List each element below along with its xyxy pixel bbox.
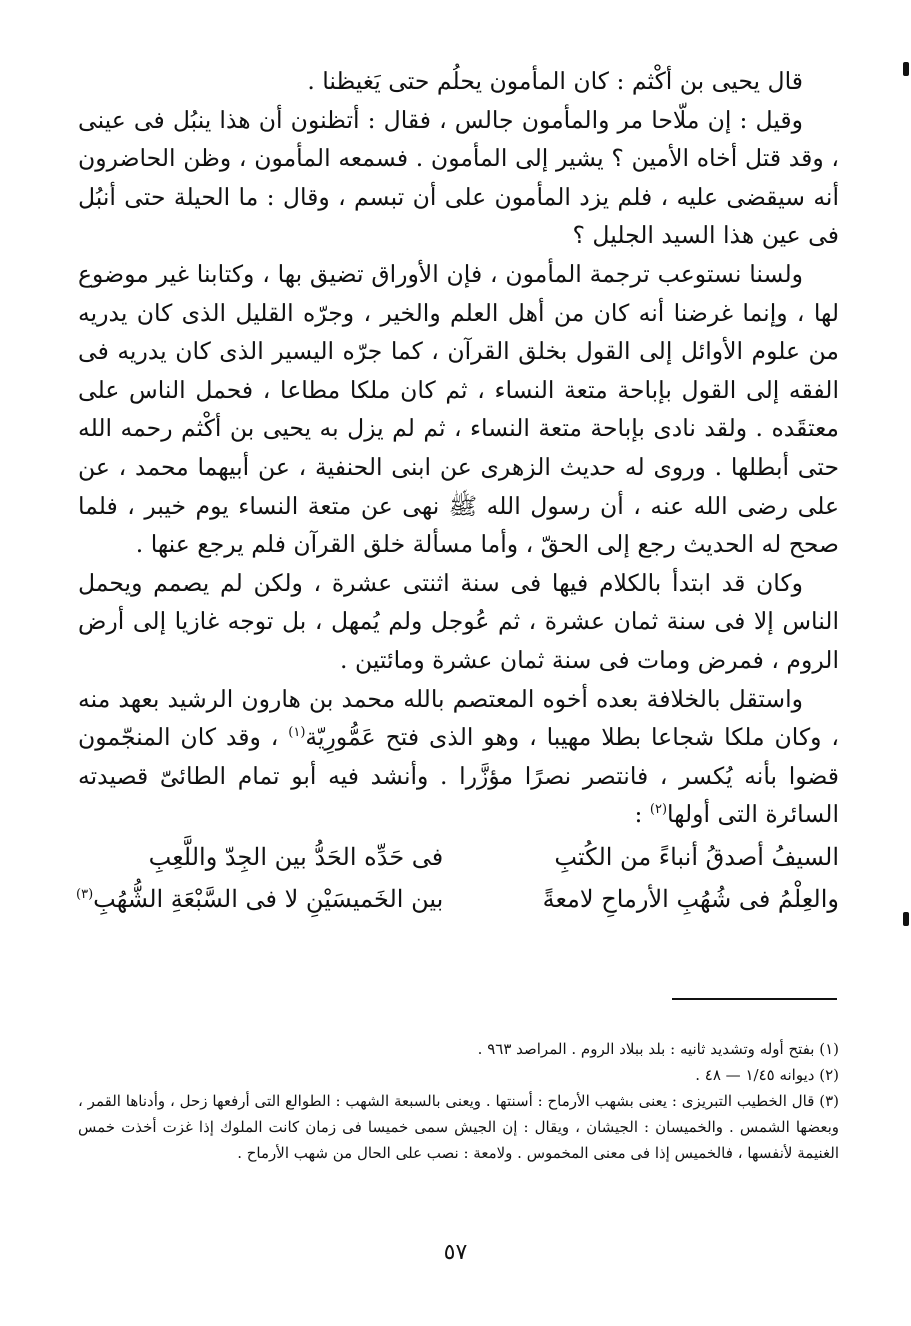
poem-line-1 <box>78 838 839 876</box>
poem-line-2-second-text: بين الخَميسَيْنِ لا فى السَّبْعَةِ الشُّهُبِ <box>93 884 444 913</box>
paragraph-5-text-a: واستقل بالخلافة بعده أخوه المعتصم بالله محمد بن هارون الرشيد بعهد منه ، وكان ملكا شجاعا بطلا مهيبا ، وهو الذى فتح عَمُّورِيّة <box>78 684 839 752</box>
poem-line-1-first-hemistich: السيفُ أصدقُ أنباءً من الكُتبِ <box>554 842 839 871</box>
margin-mark <box>903 912 909 926</box>
poem-line-1-second-hemistich: فى حَدِّه الحَدُّ بين الجِدّ واللَّعِبِ <box>148 842 444 871</box>
poem-line-2 <box>78 880 839 918</box>
main-text <box>78 62 839 918</box>
poem-line-2-second-hemistich <box>78 880 443 918</box>
footnote-separator <box>672 998 837 1000</box>
paragraph-3: ولسنا نستوعب ترجمة المأمون ، فإن الأوراق تضيق بها ، وكتابنا غير موضوع لها ، وإنما غرضنا أنه كان من أهل العلم والخير ، وجرّه القليل الذى كان يدريه من علوم الأوائل إلى القول بخلق القرآن ، كما جرّه اليسير الذى كان يدريه فى الفقه إلى القول بإباحة متعة النساء ، ثم كان ملكا مطاعا ، فحمل الناس على معتقَده . ولقد نادى بإباحة متعة النساء ، ثم لم يزل به يحيى بن أكْثم رحمه الله حتى أبطلها . وروى له حديث الزهرى عن ابنى الحنفية ، عن أبيهما محمد ، عن على رضى الله عنه ، أن رسول الله ﷺ نهى عن متعة النساء يوم خيبر ، فلما صحح له الحديث رجع إلى الحقّ ، وأما مسألة خلق القرآن فلم يرجع عنها . <box>78 259 839 559</box>
margin-mark <box>903 62 909 76</box>
paragraph-1: قال يحيى بن أكْثم : كان المأمون يحلُم حتى يَغيظنا . <box>307 67 803 95</box>
footnote-ref-1: (١) <box>288 725 306 741</box>
footnote-1: (١) بفتح أوله وتشديد ثانيه : بلد ببلاد الروم . المراصد ٩٦٣ . <box>477 1040 839 1058</box>
footnote-ref-3: (٣) <box>76 886 94 902</box>
paragraph-4: وكان قد ابتدأ بالكلام فيها فى سنة اثنتى عشرة ، ولكن لم يصمم ويحمل الناس إلا فى سنة ثمان عشرة ، ثم عُوجل ولم يُمهل ، بل توجه غازيا إلى أرض الروم ، فمرض ومات فى سنة ثمان عشرة ومائتين . <box>78 568 839 674</box>
poem-line-2-first-hemistich: والعِلْمُ فى شُهُبِ الأرماحِ لامعةً <box>542 884 839 913</box>
paragraph-5-text-b: ، وقد كان المنجّمون قضوا بأنه يُكسر ، فانتصر نصرًا مؤزَّرا . وأنشد فيه أبو تمام الطائىّ قصيدته السائرة التى أولها <box>78 723 839 829</box>
paragraph-2: وقيل : إن ملّاحا مر والمأمون جالس ، فقال : أتظنون أن هذا ينبُل فى عينى ، وقد قتل أخاه الأمين ؟ يشير إلى المأمون . فسمعه المأمون ، وظن الحاضرون أنه سيقضى عليه ، فلم يزد المأمون على أن تبسم ، وقال : ما الحيلة حتى أنبُل فى عين هذا السيد الجليل ؟ <box>78 105 839 250</box>
paragraph-5-text-c: : <box>634 800 650 829</box>
footnote-2: (٢) ديوانه ١/٤٥ — ٤٨ . <box>695 1066 839 1084</box>
paragraph-5 <box>78 680 839 834</box>
footnote-3: (٣) قال الخطيب التبريزى : يعنى بشهب الأرماح : أسنتها . ويعنى بالسبعة الشهب : الطوالع التى أرفعها زحل ، وأدناها القمر ، وبعضها الشمس . والخميسان : الجيشان ، ويقال : إن الجيش سمى خميسا فى زمان كانت الملوك إذا غزت أخذت خمس الغنيمة لأنفسها ، فالخميس إذا فى معنى المخموس . ولامعة : نصب على الحال من شهب الأرماح . <box>78 1092 839 1162</box>
page-number: ٥٧ <box>443 1240 468 1265</box>
footnotes <box>78 1036 839 1166</box>
footnote-ref-2: (٢) <box>649 802 668 818</box>
